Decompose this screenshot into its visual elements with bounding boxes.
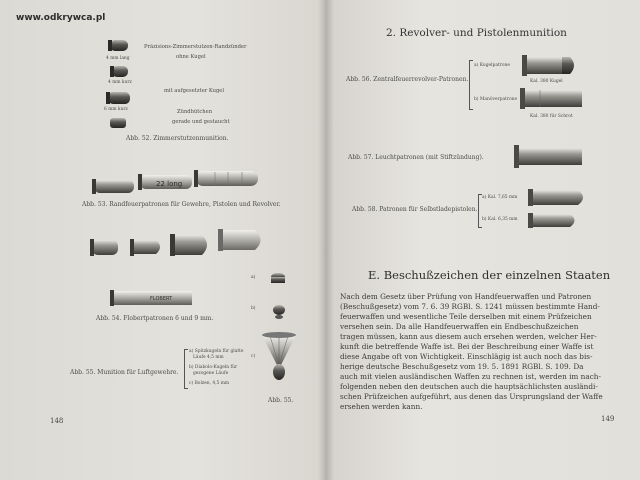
body-line-7: diese Angabe oft von Wichtigkeit. Einschlägig ist auch noch das bis- bbox=[340, 352, 593, 361]
fig55-item-a2: Läufe 4,5 mm bbox=[193, 355, 224, 360]
fig55-letter-a: a) bbox=[251, 275, 256, 280]
body-line-10: folgenden neben den deutschen auch die hauptsächlichsten ausländi- bbox=[340, 382, 598, 391]
fig54-caption: Abb. 54. Flobertpatronen 6 und 9 mm. bbox=[96, 315, 214, 322]
fig56-brace bbox=[469, 60, 473, 110]
fig55-brace bbox=[184, 349, 188, 389]
body-line-6: kunft die betreffende Waffe ist. Bei der Beschreibung einer Waffe ist bbox=[340, 342, 594, 351]
fig52-label-2: mit aufgesetzter Kugel bbox=[164, 88, 225, 94]
fig55-number: Abb. 55. bbox=[268, 397, 294, 404]
fig52-size-3: 6 mm kurz bbox=[104, 107, 128, 112]
fig55-letter-c: c) bbox=[251, 354, 256, 359]
fig55-item-c: c) Bolzen, 4,5 mm bbox=[189, 381, 230, 386]
section-heading-revolver: 2. Revolver- und Pistolenmunition bbox=[386, 27, 567, 39]
fig52-size-2: 4 mm kurz bbox=[108, 80, 132, 85]
fig52-label-3b: gerade und gestaucht bbox=[172, 119, 230, 125]
fig55-caption: Abb. 55. Munition für Luftgewehre. bbox=[70, 369, 179, 376]
fig55-item-b1: b) Diabolo-Kugeln für bbox=[189, 365, 238, 370]
fig55-item-b2: gezogene Läufe bbox=[193, 371, 229, 376]
fig56-kaliber-1: Kal. 380 Kugel bbox=[530, 79, 563, 84]
body-line-8: herige deutsche Beschußgesetz vom 19. 5. 1891 RGBl. S. 109. Da bbox=[340, 362, 584, 371]
fig58-label-a: a) Kal. 7,65 mm bbox=[482, 195, 518, 200]
fig57-blank-cartridge bbox=[514, 145, 582, 168]
body-line-2: (Beschußgesetz) vom 7. 6. 39 RGBl. S. 1241 müssen bestimmte Hand- bbox=[340, 302, 600, 311]
fig56-kaliber-2: Kal. 380 für Schrot bbox=[530, 114, 573, 119]
fig52-size-1: 4 mm lang bbox=[106, 56, 130, 61]
fig53-rimfire-cartridges bbox=[92, 170, 258, 194]
body-line-1: Nach dem Gesetz über Prüfung von Handfeuerwaffen und Patronen bbox=[340, 292, 592, 301]
fig52-label-3a: Zündhütchen bbox=[177, 109, 213, 115]
fig55-item-a1: a) Spitzkugeln für glatte bbox=[189, 349, 244, 354]
watermark: www.odkrywca.pl bbox=[16, 13, 106, 23]
fig56-caption: Abb. 56. Zentralfeuerrevolver-Patronen. bbox=[346, 76, 469, 83]
fig58-label-b: b) Kal. 6,35 mm bbox=[482, 217, 518, 222]
fig58-caption: Abb. 58. Patronen für Selbstladepistolen. bbox=[352, 206, 478, 213]
fig56-label-b: b) Manöverpatrone bbox=[474, 97, 518, 102]
fig52-label-1a: Präzisions-Zimmerstutzen-Randzünder bbox=[144, 44, 247, 50]
fig53-caption: Abb. 53. Randfeuerpatronen für Gewehre, Pistolen und Revolver. bbox=[82, 201, 281, 208]
fig56-label-a: a) Kugelpatrone bbox=[474, 63, 510, 68]
fig57-caption: Abb. 57. Leuchtpatronen (mit Stiftzündung). bbox=[348, 154, 484, 161]
body-line-11: schen Prüfzeichen aufgeführt, aus denen das Ursprungsland der Waffe bbox=[340, 392, 603, 401]
body-line-12: ersehen werden kann. bbox=[340, 402, 423, 411]
fig52-caption: Abb. 52. Zimmerstutzenmunition. bbox=[126, 135, 229, 142]
fig52-label-1b: ohne Kugel bbox=[176, 54, 206, 60]
svg-text:22 long: 22 long bbox=[156, 180, 183, 188]
fig54-flobert-cartridges bbox=[90, 229, 261, 306]
body-line-4: versehen sein. Da alle Handfeuerwaffen ein Endbeschußzeichen bbox=[340, 322, 579, 331]
svg-text:FLOBERT: FLOBERT bbox=[150, 296, 173, 302]
fig55-letter-b: b) bbox=[251, 306, 256, 311]
section-heading-proofmarks: E. Beschußzeichen der einzelnen Staaten bbox=[368, 268, 611, 282]
body-line-5: tragen müssen, kann aus diesem auch ersehen werden, welcher Her- bbox=[340, 332, 597, 341]
body-line-9: auch mit vielen ausländischen Waffen zu rechnen ist, werden im nach- bbox=[340, 372, 601, 381]
body-line-3: feuerwaffen und wesentliche Teile derselben mit einem Prüfzeichen bbox=[340, 312, 592, 321]
fig55-airgun-pellets bbox=[262, 273, 296, 380]
left-page-number: 148 bbox=[50, 417, 64, 425]
right-page-number: 149 bbox=[601, 415, 615, 423]
fig58-pistol-cartridges bbox=[528, 189, 583, 228]
